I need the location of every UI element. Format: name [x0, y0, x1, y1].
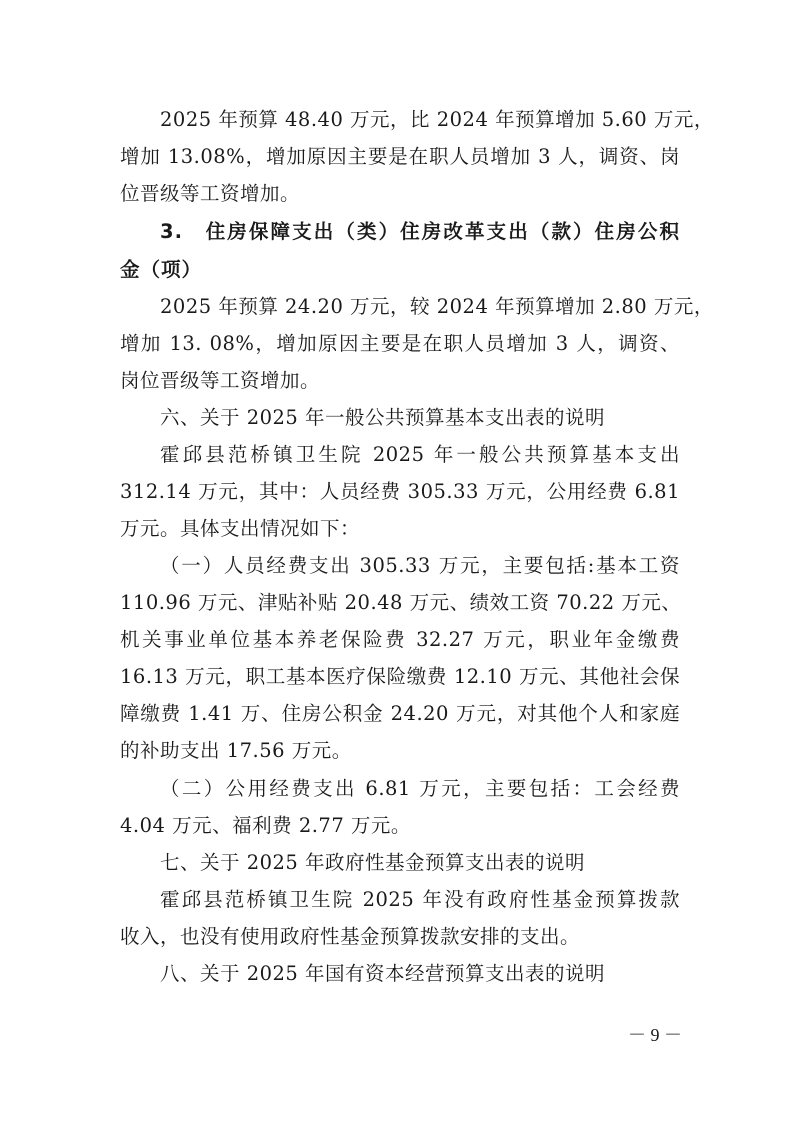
page-number: － 9 － [628, 1025, 682, 1045]
section-heading: 金（项） [120, 258, 203, 281]
paragraph-line: 2025 年预算 24.20 万元，较 2024 年预算增加 2.80 万元， [160, 295, 714, 318]
paragraph-line: 110.96 万元、津贴补贴 20.48 万元、绩效工资 70.22 万元、 [120, 591, 682, 614]
paragraph-line: 4.04 万元、福利费 2.77 万元。 [120, 814, 411, 837]
paragraph-line: 位晋级等工资增加。 [120, 182, 301, 205]
paragraph-line: 16.13 万元，职工基本医疗保险缴费 12.10 万元、其他社会保 [120, 665, 680, 688]
paragraph-line: 岗位晋级等工资增加。 [120, 369, 321, 392]
paragraph-line: 312.14 万元，其中：人员经费 305.33 万元，公用经费 6.81 [120, 480, 680, 503]
paragraph-line: 机关事业单位基本养老保险费 32.27 万元，职业年金缴费 [120, 628, 680, 651]
paragraph-line: 2025 年预算 48.40 万元，比 2024 年预算增加 5.60 万元， [160, 108, 714, 131]
section-heading: 七、关于 2025 年政府性基金预算支出表的说明 [160, 851, 586, 874]
paragraph-line: 障缴费 1.41 万、住房公积金 24.20 万元，对其他个人和家庭 [120, 702, 680, 725]
paragraph-line: （一）人员经费支出 305.33 万元，主要包括:基本工资 [160, 554, 680, 577]
section-heading: 3. 住房保障支出（类）住房改革支出（款）住房公积 [160, 220, 680, 243]
paragraph-line: 增加 13. 08%，增加原因主要是在职人员增加 3 人，调资、 [120, 332, 680, 355]
paragraph-line: 霍邱县范桥镇卫生院 2025 年没有政府性基金预算拨款 [160, 888, 680, 911]
paragraph-line: 的补助支出 17.56 万元。 [120, 739, 352, 762]
paragraph-line: 增加 13.08%，增加原因主要是在职人员增加 3 人，调资、岗 [120, 145, 680, 168]
section-heading: 八、关于 2025 年国有资本经营预算支出表的说明 [160, 962, 606, 985]
section-heading: 六、关于 2025 年一般公共预算基本支出表的说明 [160, 406, 606, 429]
paragraph-line: （二）公用经费支出 6.81 万元，主要包括：工会经费 [160, 777, 680, 800]
paragraph-line: 霍邱县范桥镇卫生院 2025 年一般公共预算基本支出 [160, 443, 680, 466]
paragraph-line: 收入，也没有使用政府性基金预算拨款安排的支出。 [120, 925, 581, 948]
paragraph-line: 万元。具体支出情况如下： [120, 517, 361, 540]
